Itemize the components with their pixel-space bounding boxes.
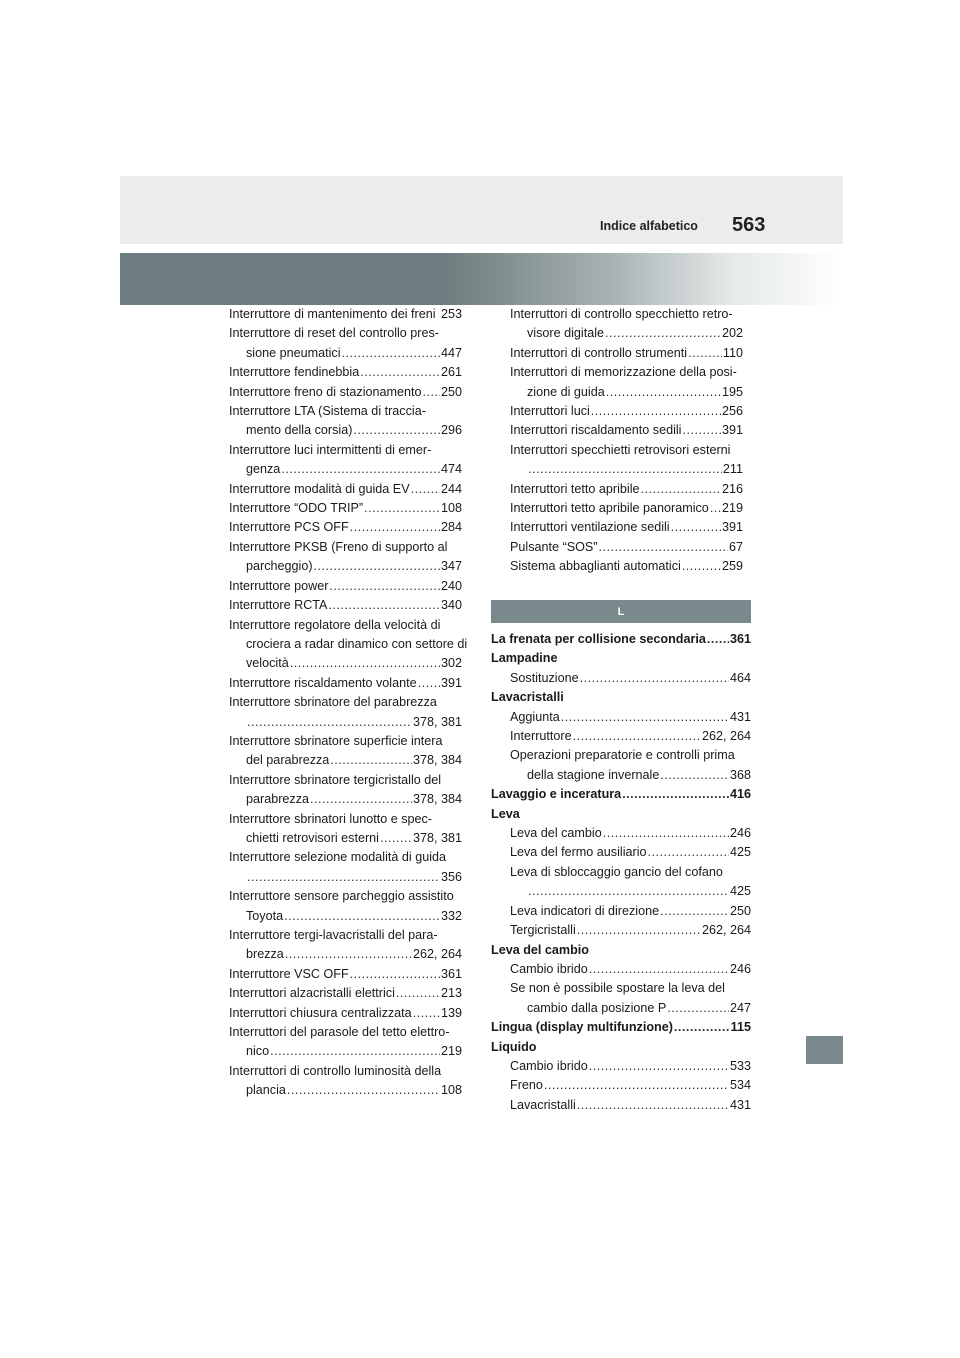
page-reference: 431 <box>729 1097 751 1112</box>
page-reference: 244 <box>440 481 462 496</box>
page-reference: 474 <box>440 462 462 477</box>
page-reference: 259 <box>721 559 743 574</box>
index-entry-line <box>491 863 751 882</box>
index-entry-line <box>229 538 462 557</box>
leader-dots <box>648 843 729 862</box>
index-entry <box>229 751 462 770</box>
index-entry-label: Toyota <box>246 908 284 923</box>
page-reference: 534 <box>729 1078 751 1093</box>
index-entry-label: Tergicristalli <box>510 923 576 938</box>
leader-dots <box>561 708 729 727</box>
index-entry <box>229 363 462 382</box>
index-entry <box>491 999 751 1018</box>
index-entry <box>229 1081 462 1100</box>
index-entry-label: crociera a radar dinamico con settore di <box>246 636 468 651</box>
page-reference: 533 <box>729 1058 751 1073</box>
index-entry-label: visore digitale <box>527 326 605 341</box>
index-entry <box>491 1096 751 1115</box>
index-entry-label: Interruttore regolatore della velocità di <box>229 617 441 632</box>
index-entry-line <box>491 979 751 998</box>
index-entry <box>491 960 751 979</box>
page-reference: 247 <box>729 1000 751 1015</box>
index-entry-label: Interruttori tetto apribile <box>510 481 640 496</box>
page-reference: 464 <box>729 670 751 685</box>
index-entry <box>491 824 751 843</box>
index-entry-label: Sostituzione <box>510 670 579 685</box>
leader-dots <box>328 596 440 615</box>
index-entry-label: Interruttore modalità di guida EV <box>229 481 410 496</box>
index-entry-label: genza <box>246 462 281 477</box>
page-reference: 391 <box>721 423 743 438</box>
index-entry <box>229 596 462 615</box>
index-entry <box>491 630 751 649</box>
page-reference: 347 <box>440 559 462 574</box>
page-reference: 219 <box>721 501 743 516</box>
page-reference: 302 <box>440 656 462 671</box>
index-entry <box>229 945 462 964</box>
index-entry-label: zione di guida <box>527 384 605 399</box>
index-entry <box>491 557 743 576</box>
leader-dots <box>413 1004 440 1023</box>
index-entry-label: parcheggio) <box>246 559 313 574</box>
page-reference: 115 <box>730 1020 751 1035</box>
leader-dots <box>287 1081 440 1100</box>
page-reference: 356 <box>440 869 462 884</box>
index-entry <box>491 785 751 804</box>
leader-dots <box>342 344 440 363</box>
page-reference: 202 <box>721 326 743 341</box>
page-reference: 391 <box>721 520 743 535</box>
index-entry-label: nico <box>246 1044 270 1059</box>
index-entry-label: Sistema abbaglianti automatici <box>510 559 681 574</box>
index-entry-label: Interruttore luci intermittenti di emer- <box>229 442 432 457</box>
index-entry-label: Leva del fermo ausiliario <box>510 845 647 860</box>
index-entry-label: Interruttore freno di stazionamento <box>229 384 422 399</box>
index-entry-label: Interruttori di controllo luminosità della <box>229 1063 442 1078</box>
page-reference: 378, 384 <box>412 753 462 768</box>
page-reference: 256 <box>721 404 743 419</box>
index-entry-label: Pulsante “SOS” <box>510 539 598 554</box>
index-entry-label: Interruttore PKSB (Freno di supporto al <box>229 539 448 554</box>
leader-dots <box>580 669 729 688</box>
index-entry <box>491 727 751 746</box>
page-reference: 195 <box>721 384 743 399</box>
leader-dots <box>577 921 701 940</box>
leader-dots <box>667 999 729 1018</box>
index-entry-line <box>491 363 743 382</box>
leader-dots <box>364 499 440 518</box>
index-entry-label: Interruttore di mantenimento dei freni <box>229 307 436 321</box>
index-entry-line <box>229 616 462 635</box>
index-entry-label: chietti retrovisori esterni <box>246 830 379 845</box>
page-reference: 262, 264 <box>701 729 751 744</box>
leader-dots <box>660 766 729 785</box>
leader-dots <box>707 630 729 649</box>
leader-dots <box>418 674 440 693</box>
index-entry-label: sione pneumatici <box>246 345 341 360</box>
leader-dots <box>290 654 440 673</box>
page-reference: 139 <box>440 1005 462 1020</box>
page-reference: 213 <box>440 986 462 1001</box>
page-reference: 296 <box>440 423 462 438</box>
page-reference: 216 <box>721 481 743 496</box>
index-entry <box>229 499 462 518</box>
index-entry <box>229 577 462 596</box>
index-entry-line <box>491 305 743 324</box>
index-entry-label: Lavaggio e inceratura <box>491 787 622 802</box>
page-reference: 108 <box>440 501 462 516</box>
index-entry-line <box>491 1038 751 1057</box>
leader-dots <box>660 902 729 921</box>
leader-dots <box>528 460 722 479</box>
chapter-side-tab <box>806 1036 843 1064</box>
index-entry-label: cambio dalla posizione P <box>527 1000 667 1015</box>
index-entry <box>491 1057 751 1076</box>
page-reference: 284 <box>440 520 462 535</box>
index-entry <box>229 383 462 402</box>
index-entry-line <box>229 887 462 906</box>
page-reference: 431 <box>729 709 751 724</box>
index-column-right-top <box>491 305 743 577</box>
leader-dots <box>710 499 721 518</box>
leader-dots <box>411 480 440 499</box>
leader-dots <box>599 538 728 557</box>
index-entry-label: Lingua (display multifunzione) <box>491 1020 673 1035</box>
index-entry-label: Liquido <box>491 1039 537 1054</box>
index-entry <box>229 907 462 926</box>
index-entry-label: Interruttori specchietti retrovisori esterni <box>510 442 731 457</box>
leader-dots <box>247 713 412 732</box>
leader-dots <box>591 402 721 421</box>
index-entry-label: Interruttore <box>510 729 572 744</box>
index-entry-label: Interruttore selezione modalità di guida <box>229 850 447 865</box>
page-reference: 250 <box>440 384 462 399</box>
page-reference: 361 <box>729 632 751 646</box>
index-entry-label: Interruttore sbrinatore superficie intera <box>229 733 443 748</box>
leader-dots <box>314 557 440 576</box>
index-entry <box>229 305 462 324</box>
leader-dots <box>281 460 440 479</box>
index-entry-label: Interruttori chiusura centralizzata <box>229 1005 412 1020</box>
index-entry-line <box>491 649 751 668</box>
index-entry-label: Operazioni preparatorie e controlli prima <box>510 748 735 763</box>
index-entry-line <box>229 402 462 421</box>
index-entry-label: Interruttori di controllo specchietto retro- <box>510 307 733 321</box>
leader-dots <box>682 557 721 576</box>
page-reference: 67 <box>728 539 743 554</box>
leader-dots <box>350 965 440 984</box>
index-entry <box>491 402 743 421</box>
index-entry-label: Lavacristalli <box>510 1097 576 1112</box>
leader-dots <box>603 824 729 843</box>
index-entry <box>491 708 751 727</box>
index-entry-label: Leva del cambio <box>510 826 602 841</box>
index-entry <box>491 766 751 785</box>
index-entry <box>491 383 743 402</box>
page-reference: 262, 264 <box>701 923 751 938</box>
index-entry-line <box>229 810 462 829</box>
page-reference: 246 <box>729 961 751 976</box>
index-column-left <box>229 305 468 1101</box>
leader-dots <box>589 1057 729 1076</box>
index-entry <box>491 421 743 440</box>
index-entry <box>229 674 462 693</box>
leader-dots <box>683 421 721 440</box>
index-entry-label: Interruttori tetto apribile panoramico <box>510 501 709 516</box>
index-entry-line <box>229 324 462 343</box>
header-gradient-band <box>120 253 843 305</box>
index-entry-label: Leva <box>491 806 520 821</box>
leader-dots <box>688 344 722 363</box>
leader-dots <box>396 984 440 1003</box>
page-reference: 253 <box>440 307 462 321</box>
index-entry-label: mento della corsia) <box>246 423 353 438</box>
index-entry-label: La frenata per collisione secondaria <box>491 632 706 646</box>
index-entry-label: della stagione invernale <box>527 767 660 782</box>
index-entry-label: Interruttori riscaldamento sedili <box>510 423 682 438</box>
index-entry-label: Interruttore power <box>229 578 329 593</box>
index-entry-label: Leva di sbloccaggio gancio del cofano <box>510 864 723 879</box>
leader-dots <box>310 790 412 809</box>
page-reference: 110 <box>722 345 743 360</box>
index-entry-line <box>229 441 462 460</box>
index-entry <box>491 882 751 901</box>
page-reference: 391 <box>440 675 462 690</box>
index-entry <box>491 1076 751 1095</box>
letter-heading: L <box>491 600 751 623</box>
index-entry-label: Interruttore sbrinatore tergicristallo del <box>229 772 442 787</box>
leader-dots <box>270 1042 440 1061</box>
leader-dots <box>605 324 721 343</box>
page-number: 563 <box>732 214 766 236</box>
index-entry-line <box>229 635 468 654</box>
page-reference: 332 <box>440 908 462 923</box>
page-reference: 378, 384 <box>412 792 462 807</box>
index-entry-label: parabrezza <box>246 792 310 807</box>
index-entry-label: plancia <box>246 1083 286 1098</box>
index-entry-label: Interruttore LTA (Sistema di traccia- <box>229 404 426 419</box>
index-entry-label: Interruttori di memorizzazione della posi- <box>510 365 737 380</box>
index-entry <box>491 518 743 537</box>
index-entry <box>491 921 751 940</box>
index-entry <box>229 984 462 1003</box>
index-entry-label: Interruttore sbrinatori lunotto e spec- <box>229 811 433 826</box>
page-reference: 416 <box>729 787 751 802</box>
page-reference: 425 <box>729 884 751 899</box>
index-entry <box>491 1018 751 1037</box>
page-reference: 246 <box>729 826 751 841</box>
index-entry-line <box>491 941 751 960</box>
index-entry <box>229 713 462 732</box>
index-entry <box>491 669 751 688</box>
index-entry-line <box>229 1023 462 1042</box>
index-entry-label: Interruttore tergi-lavacristalli del para- <box>229 928 438 942</box>
leader-dots <box>380 829 412 848</box>
page-reference: 447 <box>440 345 462 360</box>
leader-dots <box>329 577 440 596</box>
index-entry-line <box>491 805 751 824</box>
leader-dots <box>423 383 440 402</box>
index-entry-label: Interruttore fendinebbia <box>229 365 360 380</box>
index-entry-label: Interruttori del parasole del tetto elettro- <box>229 1025 450 1040</box>
leader-dots <box>577 1096 729 1115</box>
page-reference: 219 <box>440 1044 462 1059</box>
leader-dots <box>353 421 440 440</box>
index-entry-label: Interruttore PCS OFF <box>229 520 349 535</box>
page-reference: 361 <box>440 966 462 981</box>
index-entry-label: brezza <box>246 947 284 962</box>
index-entry-label: del parabrezza <box>246 753 330 768</box>
index-entry <box>491 460 743 479</box>
leader-dots <box>674 1018 730 1037</box>
index-entry-label: Interruttori ventilazione sedili <box>510 520 670 535</box>
index-entry-label: Leva indicatori di direzione <box>510 903 660 918</box>
index-entry <box>229 1042 462 1061</box>
index-entry <box>491 538 743 557</box>
section-title: Indice alfabetico <box>600 219 698 233</box>
leader-dots <box>606 383 721 402</box>
leader-dots <box>360 363 440 382</box>
leader-dots <box>589 960 729 979</box>
page-reference: 240 <box>440 578 462 593</box>
index-entry-line <box>229 771 462 790</box>
leader-dots <box>671 518 721 537</box>
index-entry-label: Interruttori di controllo strumenti <box>510 345 688 360</box>
page-reference: 378, 381 <box>412 830 462 845</box>
index-entry <box>229 344 462 363</box>
index-entry <box>229 790 462 809</box>
index-entry <box>491 843 751 862</box>
index-entry-label: Cambio ibrido <box>510 1058 588 1073</box>
leader-dots <box>622 785 729 804</box>
index-entry-line <box>229 848 462 867</box>
leader-dots <box>528 882 729 901</box>
index-entry <box>491 480 743 499</box>
leader-dots <box>285 945 412 964</box>
index-entry-label: Interruttore sbrinatore del parabrezza <box>229 695 437 710</box>
leader-dots <box>350 518 440 537</box>
index-entry <box>229 460 462 479</box>
index-entry <box>491 902 751 921</box>
index-entry-line <box>491 688 751 707</box>
index-entry-label: Interruttore RCTA <box>229 598 328 613</box>
index-entry-label: Lavacristalli <box>491 690 564 705</box>
index-entry <box>491 499 743 518</box>
leader-dots <box>573 727 701 746</box>
index-entry-line <box>229 693 462 712</box>
index-entry-label: Interruttore riscaldamento volante <box>229 675 417 690</box>
leader-dots <box>544 1076 729 1095</box>
index-entry-label: Lampadine <box>491 651 558 666</box>
index-entry <box>229 557 462 576</box>
index-entry-label: Interruttore “ODO TRIP” <box>229 501 364 516</box>
leader-dots <box>330 751 412 770</box>
leader-dots <box>284 907 440 926</box>
index-entry-line <box>491 746 751 765</box>
index-entry <box>229 518 462 537</box>
index-column-right-bottom <box>491 630 751 1115</box>
index-entry-label: Cambio ibrido <box>510 961 588 976</box>
index-entry-label: Leva del cambio <box>491 942 589 957</box>
index-entry-line <box>229 1062 462 1081</box>
index-entry <box>229 654 462 673</box>
index-entry <box>229 868 462 887</box>
index-entry-line <box>229 926 462 945</box>
page-reference: 108 <box>440 1083 462 1098</box>
index-entry-label: Interruttore sensore parcheggio assistito <box>229 889 454 904</box>
index-entry <box>229 421 462 440</box>
page-reference: 425 <box>729 845 751 860</box>
page-reference: 262, 264 <box>412 947 462 962</box>
index-entry-label: Interruttore VSC OFF <box>229 966 349 981</box>
index-entry <box>229 829 462 848</box>
index-entry-line <box>229 732 462 751</box>
index-entry-label: Interruttori luci <box>510 404 590 419</box>
index-entry-label: Se non è possibile spostare la leva del <box>510 981 725 996</box>
page-reference: 250 <box>729 903 751 918</box>
index-entry-label: Freno <box>510 1078 543 1093</box>
leader-dots <box>247 868 440 887</box>
index-entry <box>229 1004 462 1023</box>
page-reference: 340 <box>440 598 462 613</box>
index-entry-line <box>491 441 743 460</box>
leader-dots <box>641 480 721 499</box>
index-entry-label: velocità <box>246 656 289 671</box>
index-entry <box>229 965 462 984</box>
page-reference: 368 <box>729 767 751 782</box>
index-entry-label: Interruttore di reset del controllo pres- <box>229 326 439 341</box>
index-entry <box>491 344 743 363</box>
page-reference: 261 <box>440 365 462 380</box>
index-entry-label: Aggiunta <box>510 709 560 724</box>
index-entry <box>491 324 743 343</box>
index-entry-label: Interruttori alzacristalli elettrici <box>229 986 395 1001</box>
index-entry <box>229 480 462 499</box>
page-reference: 211 <box>722 462 743 477</box>
page-reference: 378, 381 <box>412 714 462 729</box>
